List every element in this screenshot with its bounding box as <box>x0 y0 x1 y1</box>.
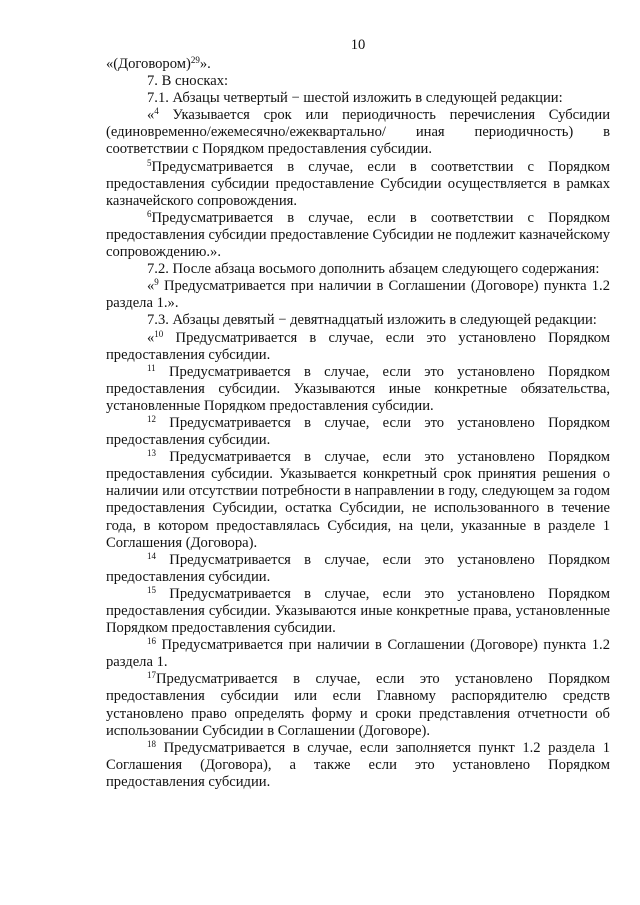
paragraph <box>106 330 610 364</box>
footnote-marker: 29 <box>190 55 200 65</box>
paragraph-text: Указывается срок или периодичность перечисления Субсидии (единовременно/ежемесячно/ежеквартально/ иная периодичность) в соответствии с Порядком предоставления субсидии. <box>106 107 610 158</box>
paragraph-text: Предусматривается в случае, если это установлено Порядком предоставления субсидии или если Главному распорядителю средств установлено право определять форму и сроки представления отчетности об использовании Субсидии в Соглашении (Договоре). <box>106 671 610 739</box>
paragraph-text: Предусматривается в случае, если заполняется пункт 1.2 раздела 1 Соглашения (Договора), а также если это установлено Порядком предоставления субсидии. <box>106 739 610 790</box>
paragraph-prefix: « <box>147 107 155 124</box>
paragraph <box>106 637 610 671</box>
paragraph-text: Предусматривается в случае, если это установлено Порядком предоставления субсидии. Указываются иные конкретные права, установленные Порядком предоставления субсидии. <box>106 585 610 637</box>
paragraph <box>106 415 610 449</box>
paragraph-prefix: «(Договором) <box>106 56 191 72</box>
paragraph <box>106 107 610 158</box>
paragraph <box>106 586 610 637</box>
footnote-marker: 13 <box>147 448 156 459</box>
footnote-marker: 18 <box>147 738 156 749</box>
paragraph <box>106 449 610 552</box>
paragraph-prefix: « <box>147 278 155 295</box>
paragraph <box>106 740 610 791</box>
footnote-marker: 5 <box>147 157 152 168</box>
page-number: 10 <box>350 37 366 53</box>
paragraph <box>106 552 610 586</box>
paragraph <box>106 90 610 107</box>
footnote-marker: 9 <box>154 277 159 288</box>
footnote-marker: 4 <box>154 106 159 117</box>
paragraph-text: 7.2. После абзаца восьмого дополнить абзацем следующего содержания: <box>147 261 600 278</box>
paragraph <box>106 73 610 90</box>
footnote-marker: 11 <box>147 362 156 373</box>
paragraph-text: Предусматривается в случае, если в соответствии с Порядком предоставления субсидии предоставление Субсидии осуществляется в рамках казначейского сопровождения. <box>106 158 610 209</box>
footnote-marker: 10 <box>154 328 164 339</box>
paragraph-text: Предусматривается в случае, если это установлено Порядком предоставления субсидии. Указываются иные конкретные обязательства, установленные Порядком предоставления субсидии. <box>106 363 610 414</box>
footnote-marker: 16 <box>147 636 156 647</box>
paragraph <box>106 312 610 329</box>
paragraph <box>106 56 610 73</box>
paragraph <box>106 364 610 415</box>
paragraph <box>106 159 610 210</box>
paragraph <box>106 210 610 261</box>
paragraph-text: Предусматривается при наличии в Соглашении (Договоре) пункта 1.2 раздела 1.». <box>106 278 610 312</box>
paragraph-text: Предусматривается в случае, если это установлено Порядком предоставления субсидии. <box>106 414 610 449</box>
paragraph-text: 7.1. Абзацы четвертый − шестой изложить в следующей редакции: <box>147 90 563 107</box>
footnote-marker: 17 <box>147 670 156 681</box>
document-body <box>106 56 610 791</box>
paragraph-text: Предусматривается в случае, если это установлено Порядком предоставления субсидии. Указывается конкретный срок принятия решения о наличии или отсутствии потребности в направлении в году, следующем за годом предоставления Субсидии, остатка Субсидии, не использованного в течение года, в котором предоставлялась Субсидия, на цели, указанные в разделе 1 Соглашения (Договора). <box>106 449 610 551</box>
paragraph <box>106 671 610 739</box>
paragraph-text: ». <box>199 56 211 72</box>
paragraph-text: Предусматривается в случае, если в соответствии с Порядком предоставления субсидии предоставление Субсидии не подлежит казначейскому сопровождению.». <box>106 209 610 261</box>
footnote-marker: 14 <box>147 550 156 561</box>
paragraph <box>106 278 610 312</box>
paragraph-text: 7.3. Абзацы девятый − девятнадцатый изложить в следующей редакции: <box>147 312 597 329</box>
footnote-marker: 15 <box>147 584 156 595</box>
paragraph <box>106 261 610 278</box>
paragraph-prefix: « <box>147 329 155 346</box>
paragraph-text: Предусматривается в случае, если это установлено Порядком предоставления субсидии. <box>106 551 610 585</box>
footnote-marker: 12 <box>147 413 156 424</box>
paragraph-text: 7. В сносках: <box>147 73 229 90</box>
paragraph-text: Предусматривается при наличии в Соглашении (Договоре) пункта 1.2 раздела 1. <box>106 637 610 671</box>
paragraph-text: Предусматривается в случае, если это установлено Порядком предоставления субсидии. <box>106 329 610 363</box>
footnote-marker: 6 <box>147 208 152 219</box>
